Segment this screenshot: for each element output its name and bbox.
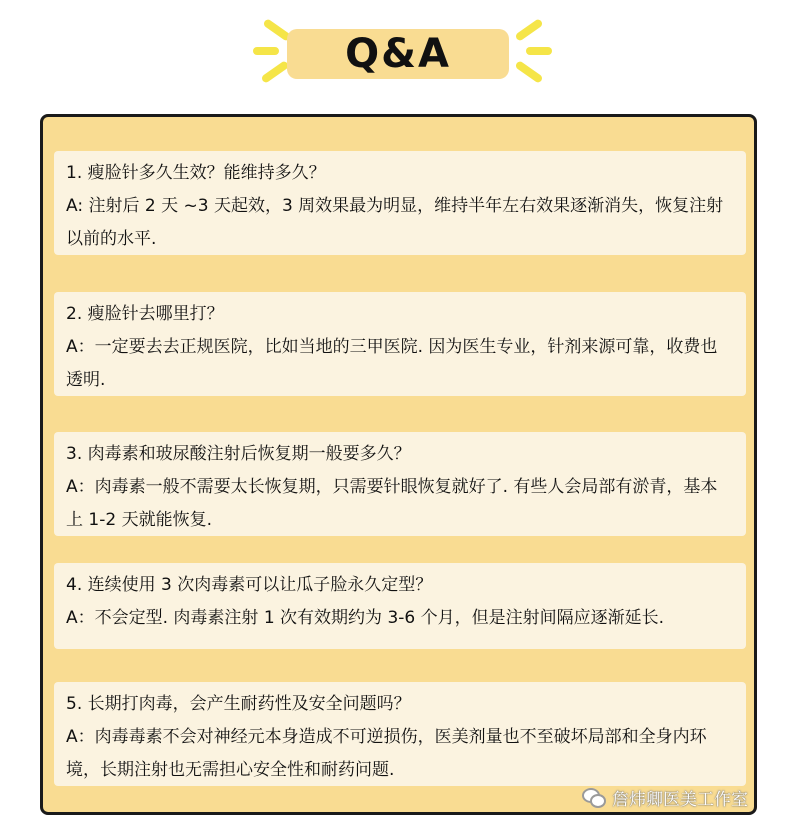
question-text: 5. 长期打肉毒，会产生耐药性及安全问题吗？: [66, 694, 411, 714]
question-text: 3. 肉毒素和玻尿酸注射后恢复期一般要多久？: [66, 444, 411, 464]
answer-text: A: 注射后 2 天 ~3 天起效，3 周效果最为明显，维持半年左右效果逐渐消失，恢复注射以前的水平.: [66, 196, 724, 249]
qa-card-5: [54, 682, 746, 786]
page-title: Q&A: [287, 29, 509, 79]
qa-card-2: [54, 292, 746, 396]
qa-card-4: [54, 563, 746, 649]
wechat-icon: [582, 788, 604, 806]
watermark-text: 詹炜卿医美工作室: [612, 789, 748, 810]
answer-text: A：肉毒毒素不会对神经元本身造成不可逆损伤，医美剂量也不至破坏局部和全身内环境，长期注射也无需担心安全性和耐药问题.: [66, 727, 707, 780]
watermark: [582, 782, 748, 812]
qa-panel: [40, 114, 757, 815]
question-text: 1. 瘦脸针多久生效？能维持多久？: [66, 163, 326, 183]
question-text: 2. 瘦脸针去哪里打？: [66, 304, 224, 324]
answer-text: A：一定要去去正规医院，比如当地的三甲医院. 因为医生专业，针剂来源可靠，收费也透明.: [66, 337, 718, 390]
sparkle-rays-right-icon: [500, 14, 560, 84]
qa-card-3: [54, 432, 746, 536]
question-text: 4. 连续使用 3 次肉毒素可以让瓜子脸永久定型？: [66, 575, 433, 595]
answer-text: A：肉毒素一般不需要太长恢复期，只需要针眼恢复就好了. 有些人会局部有淤青，基本上 1-2 天就能恢复.: [66, 477, 718, 530]
answer-text: A：不会定型. 肉毒素注射 1 次有效期约为 3-6 个月，但是注射间隔应逐渐延长.: [66, 608, 665, 628]
title-area: [0, 0, 800, 100]
qa-card-1: [54, 151, 746, 255]
